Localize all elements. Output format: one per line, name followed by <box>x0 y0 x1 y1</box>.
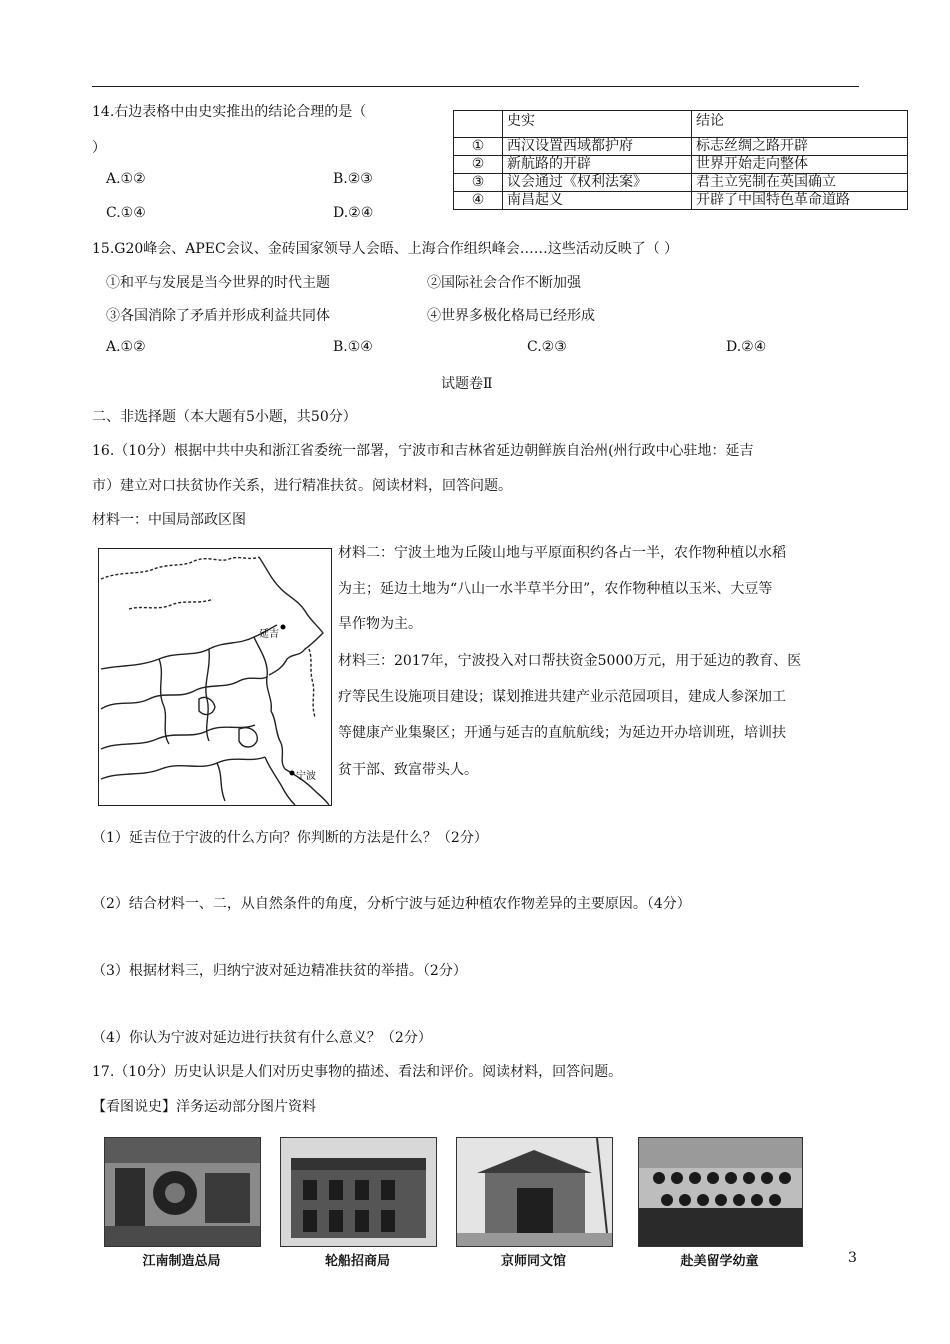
q16-material2-line1: 材料二：宁波土地为丘陵山地与平原面积约各占一半，农作物种植以水稻 <box>338 545 786 561</box>
header-rule <box>92 86 859 87</box>
table-row <box>454 192 908 210</box>
row-fact: 南昌起义 <box>503 192 692 210</box>
q16-line1: 16.（10分）根据中共中央和浙江省委统一部署，宁波市和吉林省延边朝鲜族自治州(州行政中心驻地：延吉 <box>92 443 754 459</box>
q15-stem: 15.G20峰会、APEC会议、金砖国家领导人会晤、上海合作组织峰会……这些活动反映了（ ） <box>92 241 679 257</box>
photo-children-svg <box>639 1138 802 1246</box>
q15-item-1: ①和平与发展是当今世界的时代主题 <box>106 275 330 291</box>
q16-material2-line3: 旱作物为主。 <box>338 616 422 632</box>
q17-line2: 【看图说史】洋务运动部分图片资料 <box>92 1099 316 1115</box>
q15-option-a: A.①② <box>106 339 146 355</box>
ningbo-marker <box>290 771 295 776</box>
part2-heading: 二、非选择题（本大题有5小题，共50分） <box>92 409 357 425</box>
q14-stem-line1: 14.右边表格中由史实推出的结论合理的是（ <box>92 104 367 120</box>
row-no: ① <box>454 138 503 156</box>
q14-stem-line2: ） <box>92 140 106 156</box>
q14-option-c: C.①④ <box>106 205 146 221</box>
q16-material3-line2: 疗等民生设施项目建设；谋划推进共建产业示范园项目，建成人参深加工 <box>338 689 786 705</box>
caption-tongwen: 京师同文馆 <box>500 1254 566 1269</box>
photo-tongwen-guan <box>456 1137 613 1247</box>
q16-sub-1: （1）延吉位于宁波的什么方向？你判断的方法是什么？（2分） <box>92 830 488 846</box>
china-region-map <box>98 548 332 806</box>
q16-material1-label: 材料一：中国局部政区图 <box>92 512 246 528</box>
table-header-conclusion: 结论 <box>692 111 908 138</box>
photo-study-children <box>638 1137 803 1247</box>
table-row <box>454 174 908 192</box>
q16-sub-4: （4）你认为宁波对延边进行扶贫有什么意义？（2分） <box>92 1030 432 1046</box>
q16-material2-line2: 为主；延边土地为“八山一水半草半分田”，农作物种植以玉米、大豆等 <box>338 581 773 597</box>
map-svg <box>99 549 331 805</box>
row-conclusion: 君主立宪制在英国确立 <box>692 174 908 192</box>
photo-jiangnan-svg <box>105 1138 260 1246</box>
caption-merchants: 轮船招商局 <box>324 1254 390 1269</box>
q15-item-2: ②国际社会合作不断加强 <box>427 275 581 291</box>
row-no: ④ <box>454 192 503 210</box>
ningbo-label: 宁波 <box>296 771 316 782</box>
photo-merchants-steam <box>280 1137 437 1247</box>
photo-jiangnan-arsenal <box>104 1137 261 1247</box>
q14-facts-table <box>453 110 908 210</box>
table-header-row <box>454 111 908 138</box>
q15-item-3: ③各国消除了矛盾并形成利益共同体 <box>106 308 330 324</box>
q14-option-d: D.②④ <box>333 205 374 221</box>
q16-material3-line1: 材料三：2017年，宁波投入对口帮扶资金5000万元，用于延边的教育、医 <box>338 653 802 669</box>
yanji-marker <box>281 625 286 630</box>
q16-material3-line4: 贫干部、致富带头人。 <box>338 762 478 778</box>
q16-sub-2: （2）结合材料一、二，从自然条件的角度，分析宁波与延边种植农作物差异的主要原因。（4分） <box>92 896 691 912</box>
row-no: ③ <box>454 174 503 192</box>
table-header-no <box>454 111 503 138</box>
table-row <box>454 156 908 174</box>
photo-merchants-svg <box>281 1138 436 1246</box>
part2-title: 试题卷Ⅱ <box>441 376 493 392</box>
row-conclusion: 开辟了中国特色革命道路 <box>692 192 908 210</box>
q15-option-d: D.②④ <box>726 339 767 355</box>
q15-option-c: C.②③ <box>527 339 567 355</box>
q15-item-4: ④世界多极化格局已经形成 <box>427 308 595 324</box>
row-conclusion: 世界开始走向整体 <box>692 156 908 174</box>
row-no: ② <box>454 156 503 174</box>
q14-option-a: A.①② <box>106 171 146 187</box>
photo-tongwen-svg <box>457 1138 612 1246</box>
row-fact: 新航路的开辟 <box>503 156 692 174</box>
q16-material3-line3: 等健康产业集聚区；开通与延吉的直航航线；为延边开办培训班，培训扶 <box>338 725 786 741</box>
row-fact: 议会通过《权利法案》 <box>503 174 692 192</box>
yanji-label: 延吉 <box>259 629 279 640</box>
table-header-fact: 史实 <box>503 111 692 138</box>
caption-jiangnan: 江南制造总局 <box>142 1254 221 1269</box>
row-conclusion: 标志丝绸之路开辟 <box>692 138 908 156</box>
q15-option-b: B.①④ <box>333 339 373 355</box>
row-fact: 西汉设置西域都护府 <box>503 138 692 156</box>
q17-line1: 17.（10分）历史认识是人们对历史事物的描述、看法和评价。阅读材料，回答问题。 <box>92 1064 623 1080</box>
table-row <box>454 138 908 156</box>
q16-line2: 市）建立对口扶贫协作关系，进行精准扶贫。阅读材料，回答问题。 <box>92 478 512 494</box>
q14-option-b: B.②③ <box>333 171 373 187</box>
q16-sub-3: （3）根据材料三，归纳宁波对延边精准扶贫的举措。（2分） <box>92 963 467 979</box>
caption-children: 赴美留学幼童 <box>680 1254 759 1269</box>
page-number: 3 <box>848 1250 857 1266</box>
